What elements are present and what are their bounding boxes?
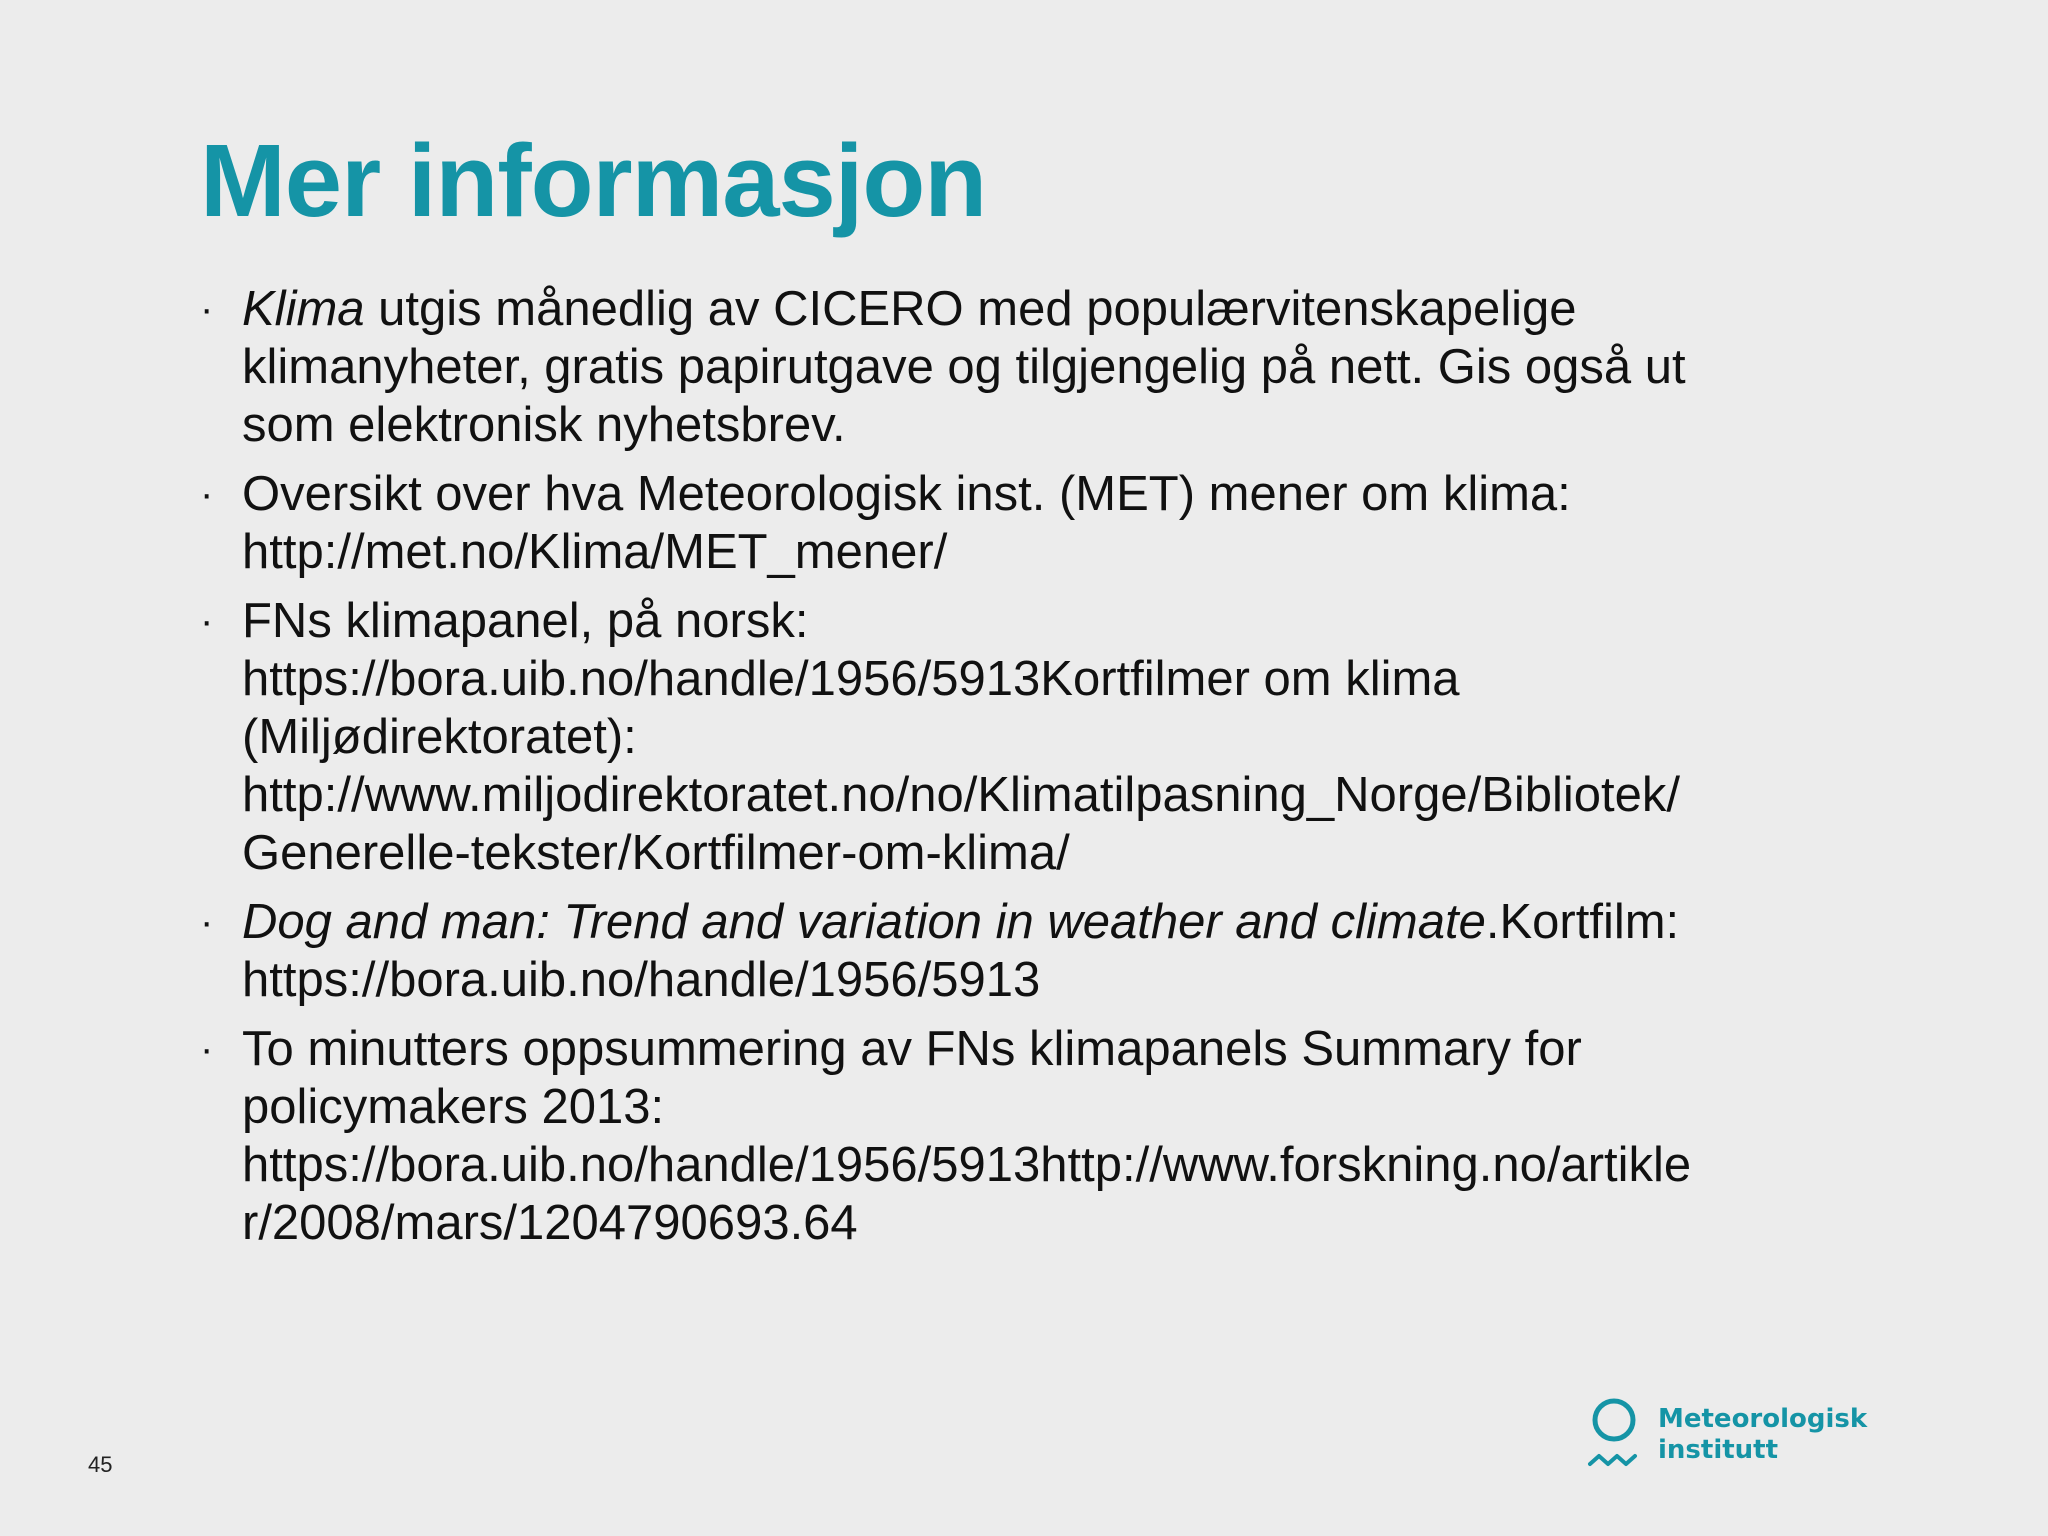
text-segment: https://bora.uib.no/handle/1956/5913http://www.forskning.no/artikle	[242, 1138, 1692, 1192]
bullet-line	[242, 280, 1900, 338]
met-logo	[1586, 1396, 1866, 1476]
text-segment: FNs klimapanel, på norsk:	[242, 594, 809, 648]
page-number: 45	[88, 1452, 113, 1477]
text-segment: som elektronisk nyhetsbrev.	[242, 398, 846, 452]
slide-title: Mer informasjon	[200, 123, 987, 238]
bullet-marker: ·	[200, 599, 214, 643]
bullet-line	[242, 1078, 1900, 1136]
text-segment: Generelle-tekster/Kortfilmer-om-klima/	[242, 826, 1070, 880]
text-segment: https://bora.uib.no/handle/1956/5913	[242, 953, 1041, 1007]
bullet-line	[242, 1020, 1900, 1078]
bullet-line	[242, 951, 1900, 1009]
bullet-item	[200, 592, 1900, 882]
bullet-marker: ·	[200, 472, 214, 516]
met-logo-icon	[1586, 1396, 1642, 1476]
text-segment: r/2008/mars/1204790693.64	[242, 1196, 858, 1250]
italic-text: Dog and man: Trend and variation in weather and climate	[242, 895, 1486, 949]
text-segment: utgis månedlig av CICERO med populærvitenskapelige	[364, 282, 1577, 336]
text-segment: klimanyheter, gratis papirutgave og tilgjengelig på nett. Gis også ut	[242, 340, 1686, 394]
text-segment: https://bora.uib.no/handle/1956/5913Kortfilmer om klima	[242, 652, 1460, 706]
bullet-line	[242, 708, 1900, 766]
bullet-line	[242, 523, 1900, 581]
bullet-line	[242, 465, 1900, 523]
bullet-line	[242, 1136, 1900, 1194]
bullet-line	[242, 396, 1900, 454]
text-segment: http://www.miljodirektoratet.no/no/Klimatilpasning_Norge/Bibliotek/	[242, 768, 1681, 822]
italic-text: Klima	[242, 282, 365, 336]
bullet-line	[242, 766, 1900, 824]
bullet-line	[242, 592, 1900, 650]
bullet-line	[242, 338, 1900, 396]
logo-line-1: Meteorologisk	[1658, 1404, 1868, 1434]
bullet-line	[242, 824, 1900, 882]
text-segment: To minutters oppsummering av FNs klimapanels Summary for	[242, 1022, 1582, 1076]
bullet-item	[200, 893, 1900, 1009]
bullet-line	[242, 893, 1900, 951]
logo-line-2: institutt	[1658, 1435, 1779, 1465]
text-segment: http://met.no/Klima/MET_mener/	[242, 525, 948, 579]
text-segment: .Kortfilm:	[1485, 895, 1680, 949]
text-segment: policymakers 2013:	[242, 1080, 665, 1134]
text-segment: Oversikt over hva Meteorologisk inst. (MET) mener om klima:	[242, 467, 1571, 521]
bullet-marker: ·	[200, 900, 214, 944]
bullet-item	[200, 1020, 1900, 1252]
bullet-marker: ·	[200, 287, 214, 331]
bullet-line	[242, 650, 1900, 708]
bullet-list	[200, 280, 1900, 1263]
bullet-marker: ·	[200, 1027, 214, 1071]
logo-text	[1658, 1404, 1867, 1466]
bullet-item	[200, 465, 1900, 581]
bullet-item	[200, 280, 1900, 454]
text-segment: (Miljødirektoratet):	[242, 710, 637, 764]
bullet-line	[242, 1194, 1900, 1252]
